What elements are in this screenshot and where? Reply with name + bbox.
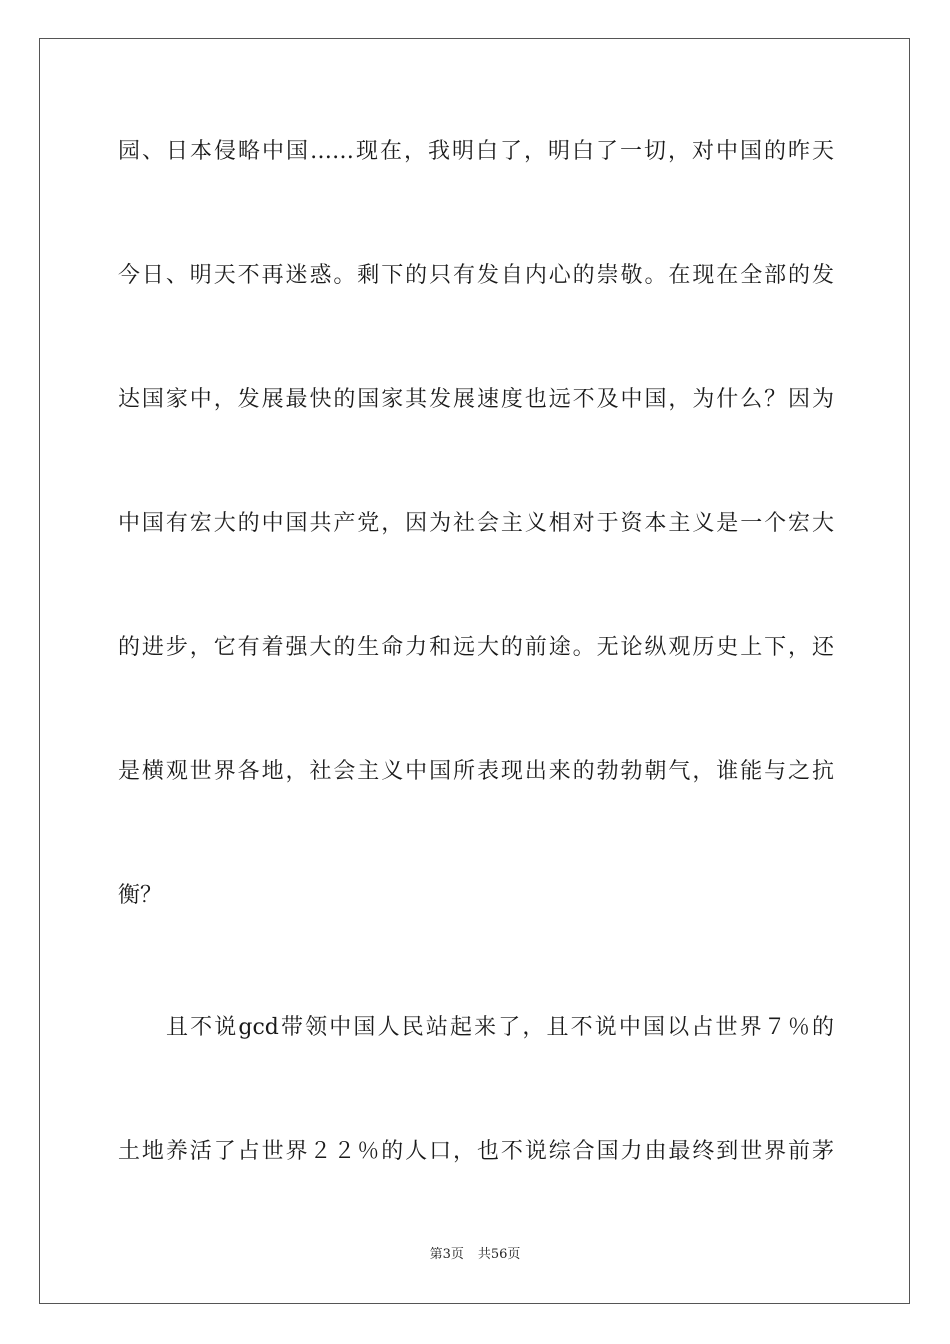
body-text-line: 今日、明天不再迷惑。剩下的只有发自内心的崇敬。在现在全部的发 <box>118 263 834 288</box>
page-border <box>39 38 910 1304</box>
total-pages: 共56页 <box>477 1247 521 1262</box>
page-number: 第3页 <box>429 1247 464 1262</box>
body-text-line: 衡？ <box>118 883 163 908</box>
body-text-line: 的进步，它有着强大的生命力和远大的前途。无论纵观历史上下，还 <box>118 635 834 660</box>
body-text-line: 中国有宏大的中国共产党，因为社会主义相对于资本主义是一个宏大 <box>118 511 834 536</box>
page-footer <box>0 1246 950 1264</box>
body-text-line: 园、日本侵略中国……现在，我明白了，明白了一切，对中国的昨天 <box>118 139 834 164</box>
body-text-line: 是横观世界各地，社会主义中国所表现出来的勃勃朝气，谁能与之抗 <box>118 759 834 784</box>
body-text-line: 达国家中，发展最快的国家其发展速度也远不及中国，为什么？因为 <box>118 387 834 412</box>
body-text-line: 土地养活了占世界２２％的人口，也不说综合国力由最终到世界前茅 <box>118 1139 834 1164</box>
paragraph-first-line: 且不说gcd带领中国人民站起来了，且不说中国以占世界７％的 <box>166 1015 834 1040</box>
